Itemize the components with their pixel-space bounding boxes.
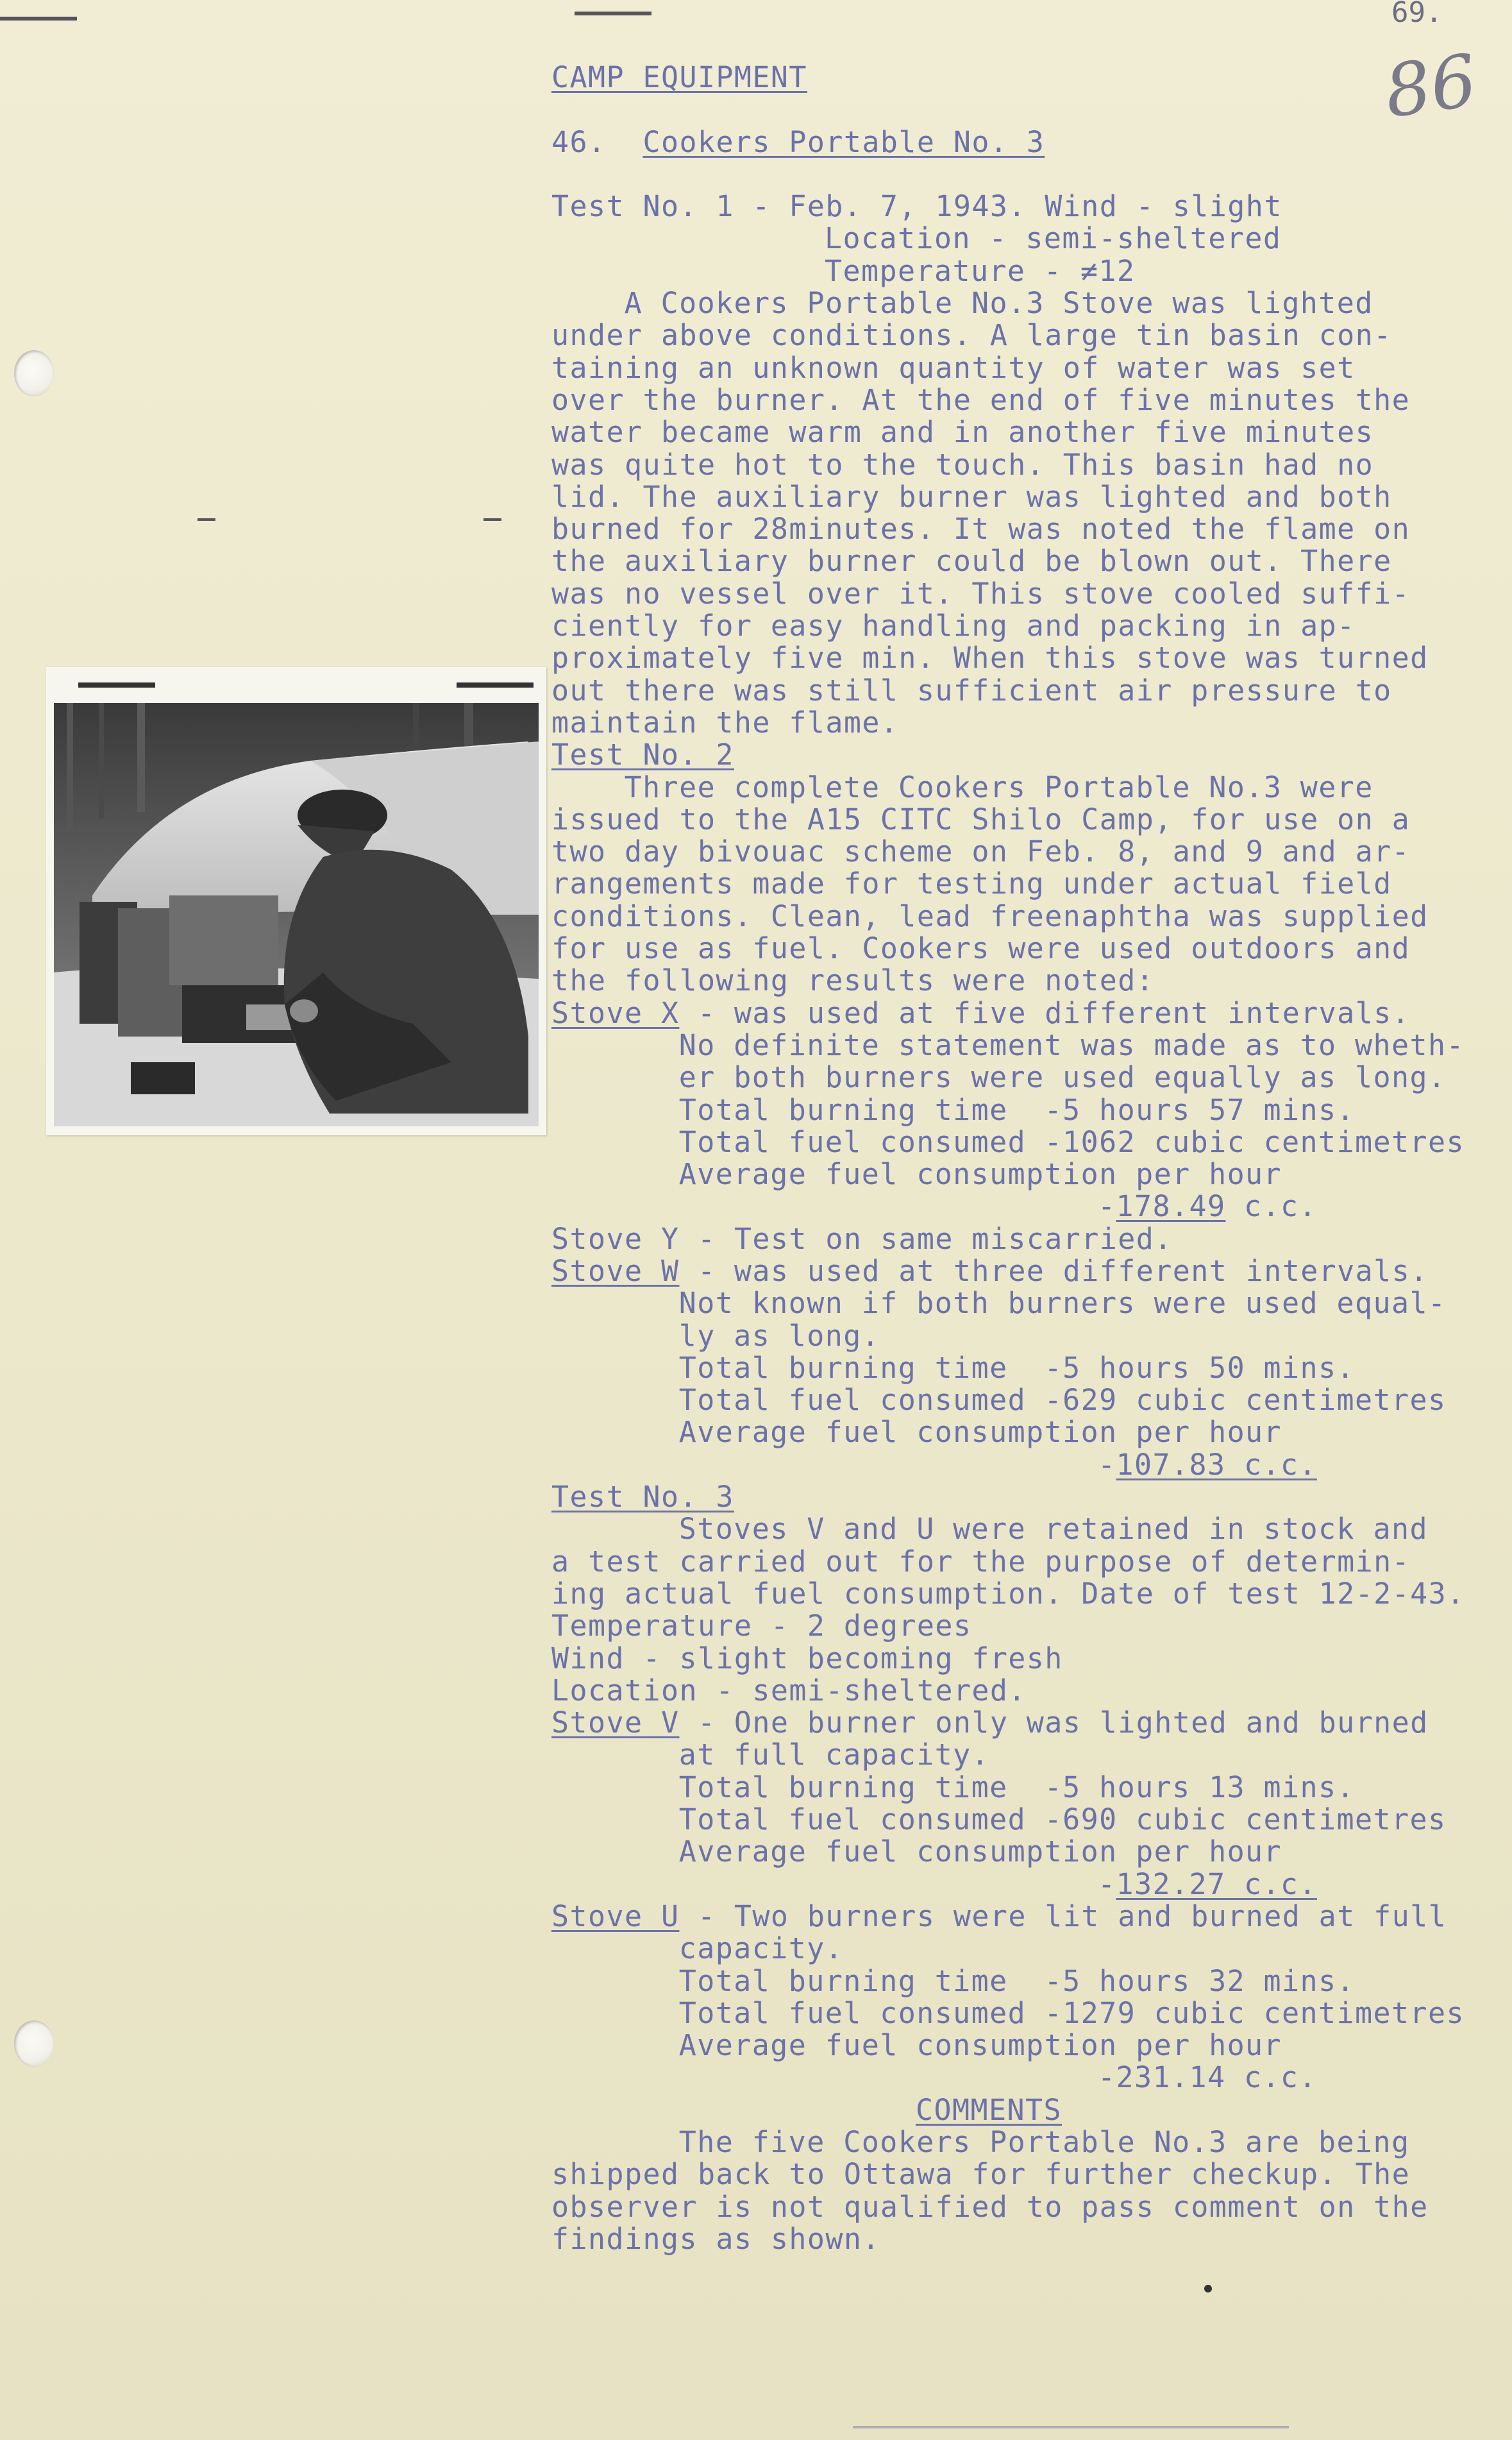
report-line: the following results were noted: — [551, 963, 1155, 998]
margin-tick — [197, 518, 215, 521]
photo-tape-mark — [78, 682, 155, 688]
report-line: at full capacity. — [678, 1738, 990, 1772]
report-line: was no vessel over it. This stove cooled suffi- — [551, 576, 1411, 611]
punch-hole — [14, 350, 54, 396]
report-line: ly as long. — [678, 1318, 880, 1353]
report-line: Stove X - was used at five different intervals. — [551, 995, 1411, 1030]
punch-hole — [14, 2021, 54, 2067]
report-line: COMMENTS — [916, 2092, 1062, 2127]
report-line: Stove U - Two burners were lit and burned at full — [551, 1899, 1447, 1933]
photo-tape-mark — [457, 682, 533, 688]
margin-tick — [483, 518, 501, 521]
report-line: Total fuel consumed -1279 cubic centimetres — [678, 1995, 1465, 2030]
report-line: ciently for easy handling and packing in ap- — [551, 609, 1356, 643]
report-line: rangements made for testing under actual field — [551, 867, 1392, 901]
report-line: water became warm and in another five minutes — [551, 415, 1374, 450]
report-line: Wind - slight becoming fresh — [551, 1641, 1063, 1675]
report-line: Stove V - One burner only was lighted and burned — [551, 1706, 1429, 1740]
report-line: Temperature - ≠12 — [825, 253, 1136, 288]
report-line: Test No. 1 - Feb. 7, 1943. Wind - slight — [551, 189, 1282, 224]
report-line: over the burner. At the end of five minutes the — [551, 382, 1411, 417]
report-line: Total burning time -5 hours 32 mins. — [678, 1963, 1356, 1998]
ink-speck — [1204, 2285, 1212, 2292]
report-line: Total fuel consumed -690 cubic centimetres — [678, 1802, 1447, 1837]
report-line: for use as fuel. Cookers were used outdoors and — [551, 931, 1411, 966]
report-line: Temperature - 2 degrees — [551, 1609, 972, 1643]
report-line: Average fuel consumption per hour — [678, 1834, 1282, 1869]
report-line: -132.27 c.c. — [1098, 1867, 1317, 1901]
report-line — [551, 94, 1500, 126]
report-line: No definite statement was made as to wheth- — [678, 1028, 1465, 1062]
report-line: Average fuel consumption per hour — [678, 2028, 1282, 2063]
report-line: Average fuel consumption per hour — [678, 1415, 1282, 1450]
handwritten-page-number: 86 — [1379, 38, 1482, 135]
report-line: Stove W - was used at three different intervals. — [551, 1253, 1429, 1288]
report-line: The five Cookers Portable No.3 are being — [678, 2125, 1410, 2159]
report-line: Stove Y - Test on same miscarried. — [551, 1221, 1173, 1256]
bottom-rule — [853, 2426, 1289, 2428]
report-line: Total burning time -5 hours 13 mins. — [678, 1770, 1356, 1804]
report-line: CAMP EQUIPMENT — [551, 60, 807, 94]
report-line: -107.83 c.c. — [1098, 1447, 1317, 1482]
margin-tick — [575, 12, 651, 15]
report-line: lid. The auxiliary burner was lighted and both — [551, 479, 1392, 514]
report-line: Total burning time -5 hours 57 mins. — [678, 1092, 1356, 1127]
report-line: findings as shown. — [551, 2221, 880, 2256]
report-line: Test No. 3 — [551, 1480, 734, 1514]
report-line: a test carried out for the purpose of determin- — [551, 1544, 1411, 1579]
report-line: Location - semi-sheltered. — [551, 1673, 1027, 1707]
report-line: shipped back to Ottawa for further checkup. The — [551, 2157, 1411, 2192]
report-line: Test No. 2 — [551, 738, 734, 772]
report-line: out there was still sufficient air pressure to — [551, 673, 1392, 707]
report-line: ing actual fuel consumption. Date of test 12-2-43. — [551, 1576, 1465, 1611]
report-line: was quite hot to the touch. This basin had no — [551, 447, 1374, 482]
report-line: er both burners were used equally as long. — [678, 1060, 1447, 1095]
report-line: taining an unknown quantity of water was set — [551, 350, 1356, 385]
report-line: capacity. — [678, 1931, 844, 1966]
report-line — [551, 158, 1500, 191]
report-line: conditions. Clean, lead freenaphtha was supplied — [551, 899, 1429, 933]
report-line: the auxiliary burner could be blown out. There — [551, 544, 1392, 579]
margin-tick — [0, 17, 77, 21]
report-line: maintain the flame. — [551, 705, 899, 740]
report-line: Total fuel consumed -629 cubic centimetres — [678, 1383, 1447, 1418]
typed-report — [551, 62, 1500, 2255]
photo-soldier-at-stove — [54, 703, 539, 1126]
report-line: Not known if both burners were used equal- — [678, 1286, 1447, 1321]
report-line: Total burning time -5 hours 50 mins. — [678, 1350, 1356, 1385]
report-line: Location - semi-sheltered — [825, 221, 1282, 256]
report-line: observer is not qualified to pass comment on the — [551, 2189, 1429, 2224]
report-line: Average fuel consumption per hour — [678, 1157, 1282, 1192]
report-line: Three complete Cookers Portable No.3 were — [624, 770, 1373, 804]
report-line: 46. Cookers Portable No. 3 — [551, 124, 1045, 159]
report-line: burned for 28minutes. It was noted the flame on — [551, 512, 1411, 546]
report-line: Stoves V and U were retained in stock and — [678, 1512, 1428, 1546]
report-line: A Cookers Portable No.3 Stove was lighted — [624, 286, 1373, 321]
report-line: two day bivouac scheme on Feb. 8, and 9 and ar- — [551, 835, 1411, 869]
report-line: under above conditions. A large tin basin con- — [551, 318, 1392, 353]
attached-photograph — [46, 667, 546, 1135]
report-line: proximately five min. When this stove was turned — [551, 641, 1429, 675]
report-line: -231.14 c.c. — [1098, 2060, 1317, 2095]
report-line: issued to the A15 CITC Shilo Camp, for use on a — [551, 802, 1411, 836]
report-line: -178.49 c.c. — [1098, 1189, 1317, 1224]
report-line: Total fuel consumed -1062 cubic centimetres — [678, 1124, 1465, 1159]
page-number: 69. — [1391, 0, 1443, 29]
